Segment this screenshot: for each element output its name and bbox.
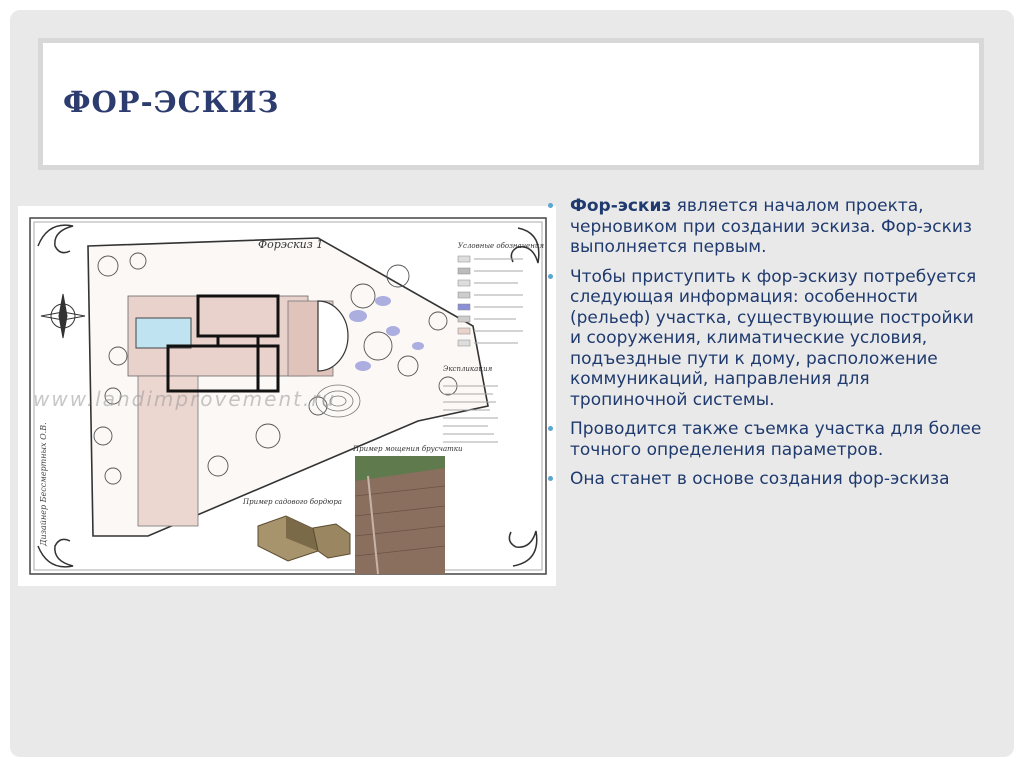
bullet-dot-icon [548, 426, 553, 431]
bullet-text: является началом проекта, черновиком при создании эскиза. Фор-эскиз выполняется первым. [570, 196, 972, 257]
caption-curb: Пример садового бордюра [243, 498, 342, 506]
bullet-dot-icon [548, 274, 553, 279]
legend-title: Условные обозначения [458, 242, 544, 250]
bullet-text: Проводится также съемка участка для более точного определения параметров. [570, 419, 982, 460]
site-plan-drawing [18, 206, 556, 586]
bullet-dot-icon [548, 203, 553, 208]
title-box [38, 38, 984, 170]
slide [10, 10, 1014, 757]
site-plan-image [18, 206, 556, 586]
bullet-text: Чтобы приступить к фор-эскизу потребуется следующая информация: особенности (рельеф) участка, существующие постройки и сооружения, климатические условия, подъездные пути к дому, расположение коммуникаций, направления для тропиночной системы. [570, 266, 977, 410]
explication-title: Экспликация [443, 365, 493, 373]
caption-paving: Пример мощения брусчатки [353, 445, 463, 453]
bullet-item [542, 419, 982, 460]
curb-photo [242, 498, 350, 561]
bullet-item [542, 469, 982, 490]
compass-icon [41, 294, 85, 338]
watermark: www.landimprovement.ru [33, 387, 337, 411]
paving-photo [352, 445, 463, 574]
bullet-item [542, 196, 982, 258]
bullet-text: Она станет в основе создания фор-эскиза [570, 469, 950, 489]
bullet-list [542, 196, 982, 499]
plan-title: Форэскиз 1 [258, 238, 324, 251]
pool [136, 318, 191, 348]
author-label: Дизайнер Бессмертных О.В. [39, 422, 48, 546]
bullet-item [542, 267, 982, 411]
bullet-bold: Фор-эскиз [570, 196, 672, 216]
bullet-dot-icon [548, 476, 553, 481]
slide-title: ФОР-ЭСКИЗ [63, 85, 280, 119]
